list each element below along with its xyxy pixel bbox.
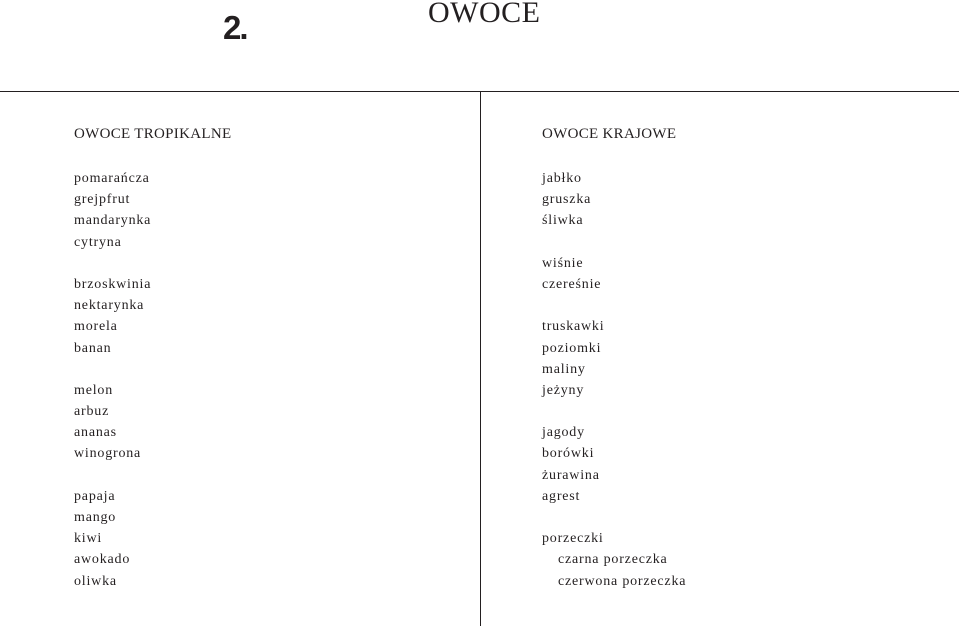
list-item: pomarańcza — [74, 171, 150, 186]
list-item: borówki — [542, 446, 595, 462]
list-item: żurawina — [542, 467, 600, 483]
list-item: śliwka — [542, 213, 584, 229]
tropical-fruits-list — [74, 168, 151, 592]
list-item: awokado — [74, 552, 131, 568]
list-subitem: czerwona porzeczka — [558, 573, 687, 589]
list-item: melon — [74, 382, 113, 398]
domestic-fruits-column — [542, 125, 687, 589]
domestic-fruits-list — [542, 168, 686, 592]
list-item: mango — [74, 510, 117, 525]
list-item: maliny — [542, 361, 586, 377]
list-item: gruszka — [542, 192, 592, 208]
list-item: czereśnie — [542, 276, 602, 292]
domestic-fruits-heading: OWOCE KRAJOWE — [542, 126, 677, 142]
list-item: oliwka — [74, 573, 117, 589]
list-item: jeżyny — [542, 382, 585, 398]
list-item: kiwi — [74, 531, 103, 547]
list-item: poziomki — [542, 340, 602, 356]
chapter-number: 2. — [223, 9, 247, 46]
list-item: nektarynka — [74, 298, 145, 314]
list-subitem: czarna porzeczka — [558, 552, 668, 568]
list-item: brzoskwinia — [74, 276, 152, 292]
list-item: papaja — [74, 488, 116, 504]
list-item: agrest — [542, 488, 581, 504]
list-item: arbuz — [74, 404, 110, 420]
list-item: mandarynka — [74, 213, 152, 229]
list-item: wiśnie — [542, 255, 584, 271]
list-item: banan — [74, 340, 112, 356]
list-item: morela — [74, 319, 118, 335]
list-item: jabłko — [542, 171, 582, 186]
list-item: ananas — [74, 425, 117, 441]
list-item: winogrona — [74, 446, 142, 462]
list-item: porzeczki — [542, 531, 604, 547]
page-title: OWOCE — [428, 0, 541, 29]
tropical-fruits-heading: OWOCE TROPIKALNE — [74, 126, 232, 142]
vertical-divider — [480, 91, 481, 626]
list-item: cytryna — [74, 234, 122, 250]
tropical-fruits-column — [74, 125, 232, 589]
list-item: grejpfrut — [74, 192, 131, 208]
list-item: jagody — [542, 425, 585, 441]
list-item: truskawki — [542, 319, 605, 335]
